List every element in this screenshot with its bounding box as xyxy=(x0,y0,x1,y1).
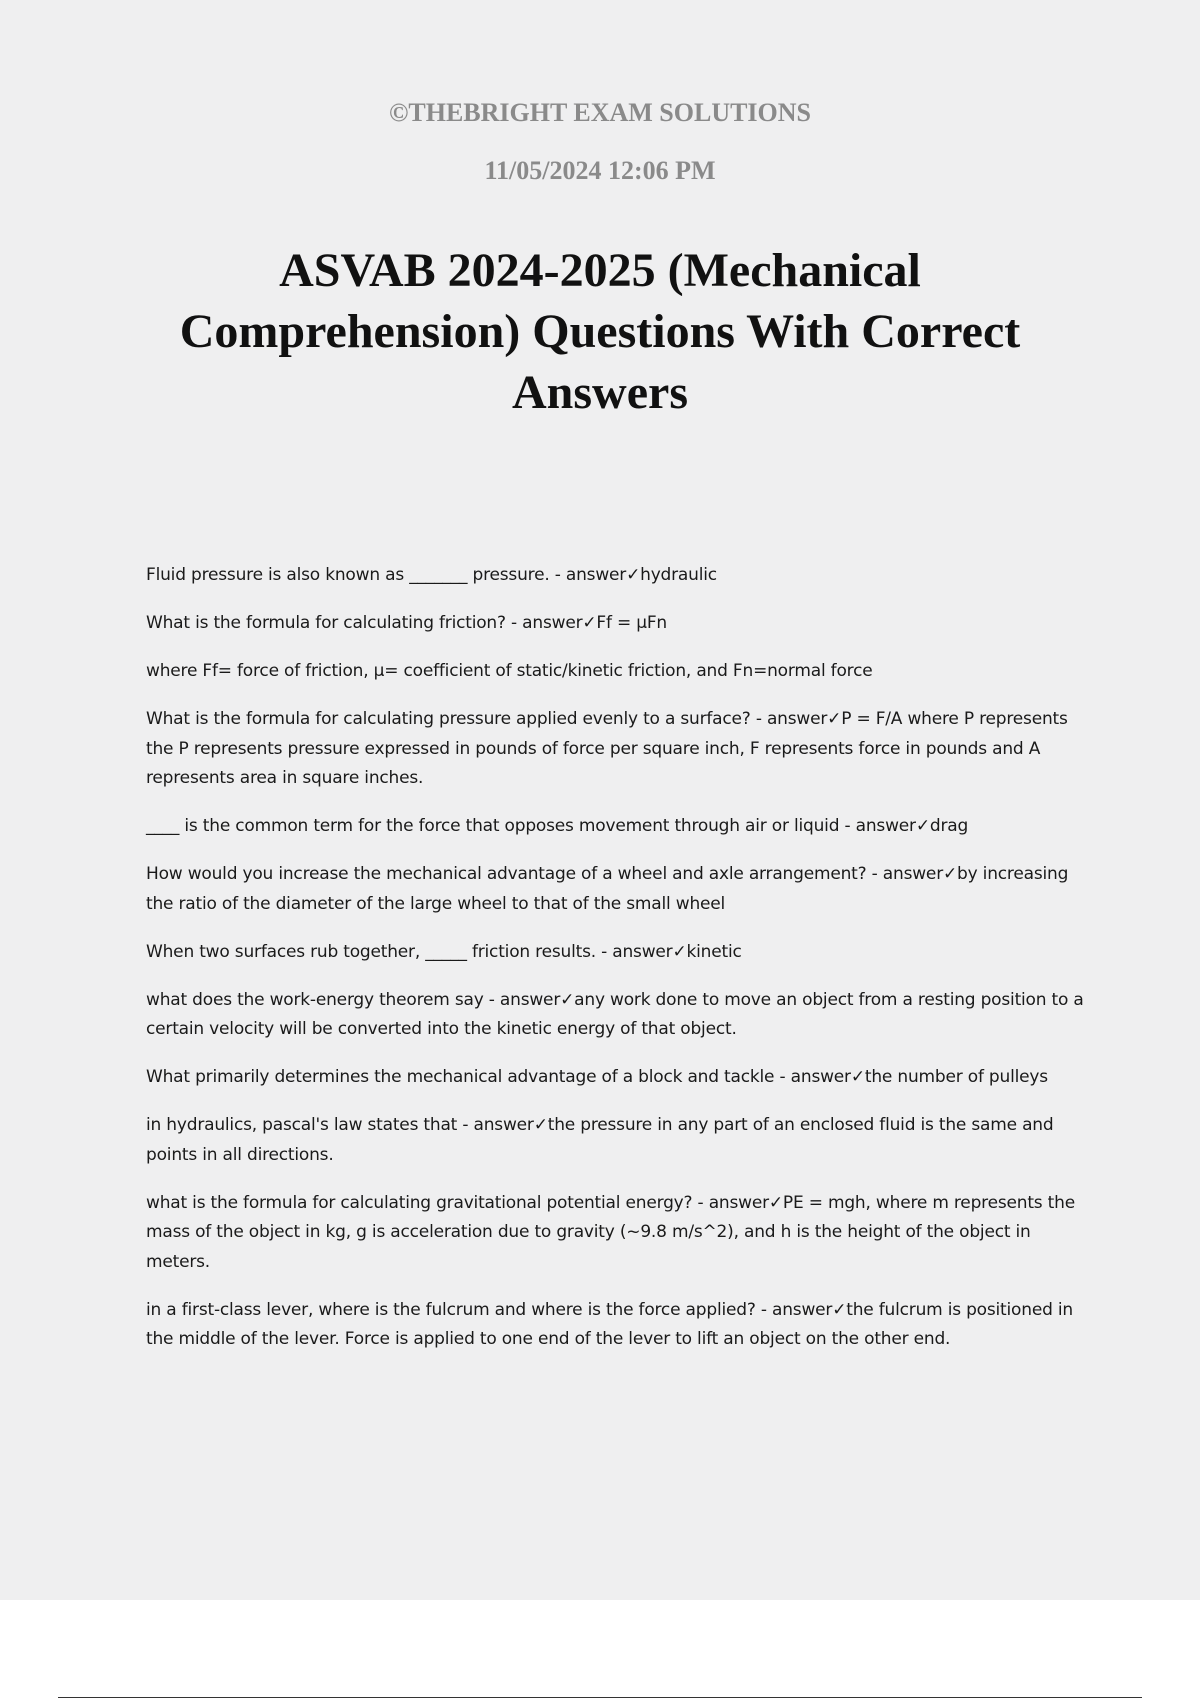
qa-item: what is the formula for calculating gravitational potential energy? - answer✓PE = mgh, where m represents the mass of the object in kg, g is acceleration due to gravity (~9.8 m/s^2), and h is the height of the object in meters. xyxy=(146,1192,1075,1272)
document-title: ASVAB 2024-2025 (Mechanical Comprehension) Questions With Correct Answers xyxy=(179,244,1021,419)
qa-list xyxy=(146,561,1091,1373)
publisher-header: ©THEBRIGHT EXAM SOLUTIONS xyxy=(388,98,812,127)
qa-item: What primarily determines the mechanical advantage of a block and tackle - answer✓the number of pulleys xyxy=(146,1067,1048,1087)
qa-item: What is the formula for calculating friction? - answer✓Ff = μFn xyxy=(146,613,667,633)
qa-item: in hydraulics, pascal's law states that - answer✓the pressure in any part of an enclosed fluid is the same and points in all directions. xyxy=(146,1115,1054,1165)
qa-item: in a first-class lever, where is the fulcrum and where is the force applied? - answer✓the fulcrum is positioned in the middle of the lever. Force is applied to one end of the lever to lift an object on the other end. xyxy=(146,1299,1073,1349)
qa-item: How would you increase the mechanical advantage of a wheel and axle arrangement? - answer✓by increasing the ratio of the diameter of the large wheel to that of the small wheel xyxy=(146,864,1069,914)
qa-item: Fluid pressure is also known as _______ pressure. - answer✓hydraulic xyxy=(146,565,717,585)
qa-item: When two surfaces rub together, _____ friction results. - answer✓kinetic xyxy=(146,941,742,962)
qa-item: where Ff= force of friction, μ= coefficient of static/kinetic friction, and Fn=normal force xyxy=(146,661,873,681)
qa-item: What is the formula for calculating pressure applied evenly to a surface? - answer✓P = F/A where P represents the P represents pressure expressed in pounds of force per square inch, F represents force in pounds and A represents area in square inches. xyxy=(146,709,1068,788)
footer-divider xyxy=(58,1697,1142,1698)
qa-item: ____ is the common term for the force that opposes movement through air or liquid - answer✓drag xyxy=(146,816,969,836)
qa-item: what does the work-energy theorem say - answer✓any work done to move an object from a resting position to a certain velocity will be converted into the kinetic energy of that object. xyxy=(146,989,1084,1039)
timestamp-header: 11/05/2024 12:06 PM xyxy=(484,156,716,185)
